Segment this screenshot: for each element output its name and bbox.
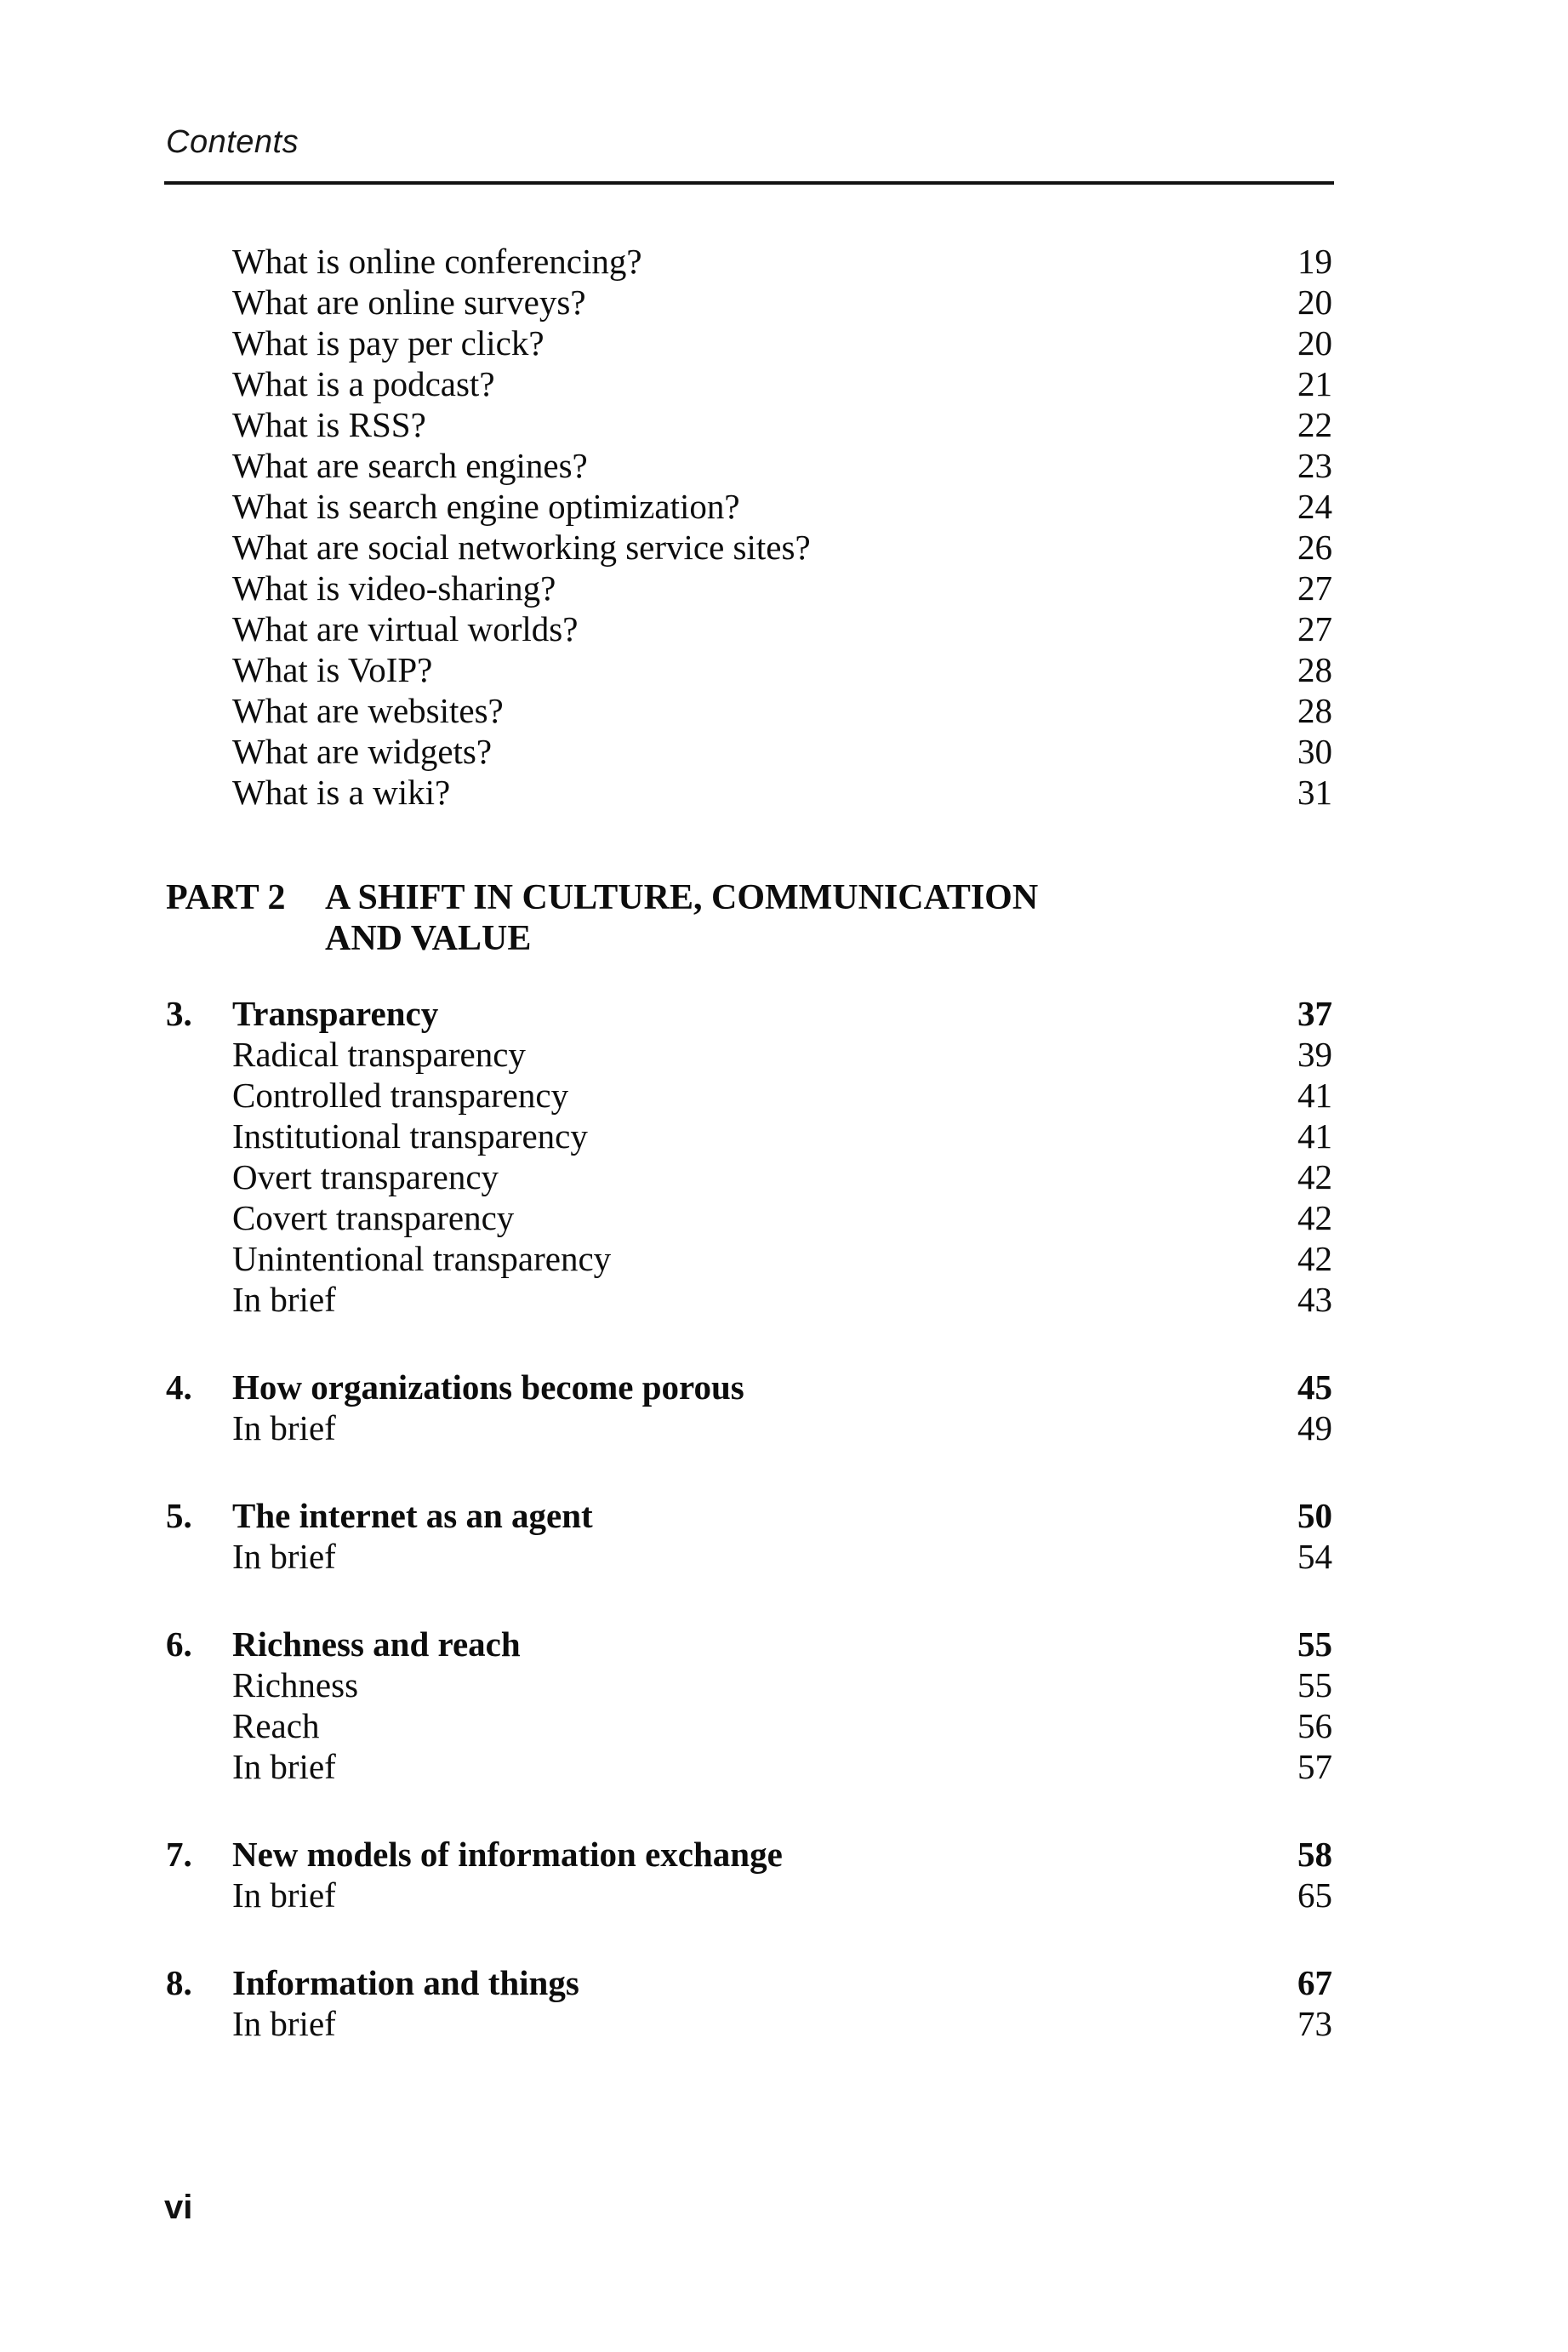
chapter-title: New models of information exchange [232,1835,783,1874]
toc-entry-label: What is VoIP? [232,650,433,689]
toc-entry-page-number: 19 [1297,242,1332,281]
chapter-number: 8. [166,1963,192,2002]
toc-entry-row [166,731,1332,772]
chapter-page-number: 45 [1297,1367,1332,1407]
toc-entry-row [166,1664,1332,1705]
toc-entry-label: Reach [232,1706,320,1745]
toc-entry-row [166,1156,1332,1197]
header-rule [164,181,1334,185]
chapter-subentry-list [166,2003,1332,2044]
toc-entry-label: Covert transparency [232,1198,515,1237]
toc-entry-page-number: 42 [1297,1239,1332,1278]
part-title-line-1: A SHIFT IN CULTURE, COMMUNICATION [325,878,1039,917]
toc-entry-label: What are widgets? [232,732,493,771]
running-head-title: Contents [166,124,299,160]
toc-entry-page-number: 56 [1297,1706,1332,1745]
toc-entry-label: Richness [232,1665,359,1704]
chapter-number: 5. [166,1496,192,1535]
toc-entry-row [166,282,1332,323]
toc-chapter-row [166,1962,1332,2003]
toc-entry-label: In brief [232,1408,336,1447]
toc-entry-label: In brief [232,1280,336,1319]
toc-entry-label: What is online conferencing? [232,242,642,281]
chapter-number: 6. [166,1624,192,1664]
part-heading [166,877,1332,959]
toc-entry-row [166,1197,1332,1238]
chapter-number: 7. [166,1835,192,1874]
toc-entry-label: What is RSS? [232,405,426,444]
toc-entry-row [166,1238,1332,1279]
toc-entry-row [166,1034,1332,1075]
toc-entry-row [166,527,1332,568]
toc-entry-label: Unintentional transparency [232,1239,612,1278]
toc-chapter-row [166,1367,1332,1407]
toc-entry-row [166,1536,1332,1577]
toc-entry-row [166,1875,1332,1915]
toc-entry-page-number: 54 [1297,1537,1332,1576]
toc-entry-page-number: 42 [1297,1198,1332,1237]
toc-entry-row [166,1116,1332,1156]
toc-entry-row [166,323,1332,363]
chapter-subentry-list [166,1875,1332,1915]
chapter-number: 4. [166,1367,192,1407]
toc-entry-label: What are online surveys? [232,283,586,322]
toc-entry-label: In brief [232,1537,336,1576]
toc-entry-label: What are search engines? [232,446,588,485]
part-title [325,877,1332,959]
chapter-title: How organizations become porous [232,1367,744,1407]
part-label: PART 2 [166,878,286,917]
toc-entry-row [166,608,1332,649]
chapter-page-number: 55 [1297,1624,1332,1664]
toc-entry-label: What are websites? [232,691,504,730]
chapter-title: The internet as an agent [232,1496,593,1535]
chapter-page-number: 50 [1297,1496,1332,1535]
chapter-page-number: 37 [1297,994,1332,1033]
toc-entry-label: In brief [232,2004,336,2043]
toc-entry-row [166,1075,1332,1116]
toc-chapter-row [166,1624,1332,1664]
toc-entry-page-number: 39 [1297,1035,1332,1074]
toc-entry-page-number: 49 [1297,1408,1332,1447]
toc-entry-row [166,241,1332,282]
toc-entry-row [166,363,1332,404]
toc-entry-page-number: 20 [1297,283,1332,322]
page-number-folio: vi [164,2189,193,2226]
chapter-page-number: 58 [1297,1835,1332,1874]
toc-entry-page-number: 73 [1297,2004,1332,2043]
toc-chapter-block [166,1834,1332,1915]
chapter-title: Richness and reach [232,1624,521,1664]
toc-entry-page-number: 26 [1297,528,1332,567]
toc-entry-label: In brief [232,1747,336,1786]
toc-entry-page-number: 41 [1297,1076,1332,1115]
chapter-page-number: 67 [1297,1963,1332,2002]
toc-chapter-row [166,993,1332,1034]
toc-entry-label: What is pay per click? [232,323,545,363]
toc-entry-page-number: 42 [1297,1157,1332,1196]
toc-entry-page-number: 43 [1297,1280,1332,1319]
toc-entry-page-number: 65 [1297,1875,1332,1915]
toc-entry-page-number: 22 [1297,405,1332,444]
toc-entry-label: In brief [232,1875,336,1915]
toc-entry-page-number: 24 [1297,487,1332,526]
intro-entry-list [166,241,1332,813]
toc-entry-page-number: 30 [1297,732,1332,771]
toc-entry-page-number: 57 [1297,1747,1332,1786]
toc-entry-label: Radical transparency [232,1035,526,1074]
toc-chapter-row [166,1834,1332,1875]
toc-entry-page-number: 55 [1297,1665,1332,1704]
chapter-title: Information and things [232,1963,579,2002]
toc-entry-row [166,649,1332,690]
toc-entry-row [166,772,1332,813]
toc-entry-page-number: 20 [1297,323,1332,363]
toc-entry-row [166,690,1332,731]
part-title-line-2: AND VALUE [325,919,532,958]
toc-entry-page-number: 28 [1297,691,1332,730]
toc-entry-label: What is a wiki? [232,773,451,812]
table-of-contents [166,241,1332,2044]
chapter-title: Transparency [232,994,439,1033]
toc-entry-label: Overt transparency [232,1157,499,1196]
toc-entry-row [166,1746,1332,1787]
toc-entry-row [166,404,1332,445]
chapter-list [166,993,1332,2044]
toc-entry-row [166,445,1332,486]
toc-entry-page-number: 28 [1297,650,1332,689]
toc-chapter-block [166,1367,1332,1448]
chapter-subentry-list [166,1407,1332,1448]
toc-entry-label: Institutional transparency [232,1116,588,1156]
toc-entry-page-number: 31 [1297,773,1332,812]
chapter-number: 3. [166,994,192,1033]
toc-entry-page-number: 27 [1297,609,1332,648]
toc-entry-row [166,1407,1332,1448]
toc-entry-page-number: 27 [1297,568,1332,608]
toc-entry-page-number: 23 [1297,446,1332,485]
toc-chapter-block [166,1962,1332,2044]
toc-chapter-block [166,993,1332,1320]
chapter-subentry-list [166,1664,1332,1787]
toc-chapter-row [166,1495,1332,1536]
chapter-subentry-list [166,1034,1332,1320]
toc-entry-row [166,1705,1332,1746]
toc-chapter-block [166,1495,1332,1577]
toc-entry-label: What are virtual worlds? [232,609,579,648]
toc-entry-label: What is a podcast? [232,364,495,403]
toc-entry-label: Controlled transparency [232,1076,569,1115]
toc-entry-label: What are social networking service sites? [232,528,811,567]
toc-entry-row [166,486,1332,527]
toc-entry-page-number: 41 [1297,1116,1332,1156]
toc-entry-label: What is video-sharing? [232,568,556,608]
toc-entry-label: What is search engine optimization? [232,487,740,526]
chapter-subentry-list [166,1536,1332,1577]
toc-entry-page-number: 21 [1297,364,1332,403]
toc-entry-row [166,568,1332,608]
toc-entry-row [166,1279,1332,1320]
toc-entry-row [166,2003,1332,2044]
toc-chapter-block [166,1624,1332,1787]
